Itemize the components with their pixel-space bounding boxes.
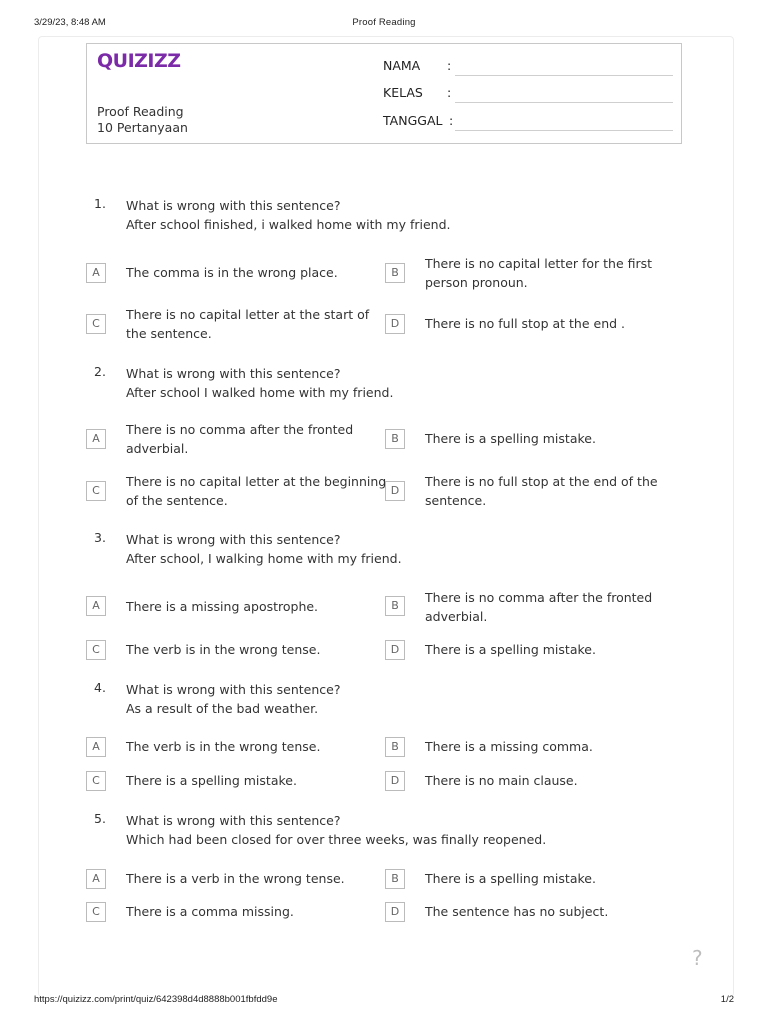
option-letter-box: D (385, 314, 405, 334)
print-footer (0, 990, 768, 1010)
kelas-label: KELAS (383, 85, 423, 100)
question-sentence: After school finished, i walked home with my friend. (126, 217, 451, 232)
option-text: The comma is in the wrong place. (126, 265, 338, 280)
question-text (126, 530, 686, 568)
option-letter-box: A (86, 263, 106, 283)
question-text (126, 196, 686, 234)
option-text: There is a spelling mistake. (425, 642, 596, 657)
question-text (126, 680, 686, 718)
option-text: There is no full stop at the end of the sentence. (425, 474, 658, 508)
question-sentence: As a result of the bad weather. (126, 701, 319, 716)
question-count: 10 Pertanyaan (97, 120, 188, 135)
option-letter-box: D (385, 771, 405, 791)
quiz-title: Proof Reading (97, 104, 184, 119)
question-text (126, 811, 686, 849)
option-text: There is no comma after the fronted adverbial. (126, 422, 354, 456)
option-letter-box: D (385, 902, 405, 922)
question-number: 2. (94, 364, 106, 379)
nama-input-line[interactable] (455, 75, 673, 76)
tanggal-field[interactable] (383, 113, 673, 133)
question-prompt: What is wrong with this sentence? (126, 532, 341, 547)
option-letter-box: C (86, 902, 106, 922)
question-prompt: What is wrong with this sentence? (126, 682, 341, 697)
option-letter-box: C (86, 481, 106, 501)
tanggal-colon: : (449, 113, 454, 128)
option-letter-box: A (86, 737, 106, 757)
print-date: 3/29/23, 8:48 AM (34, 17, 106, 28)
page-sheet (38, 36, 734, 997)
question-prompt: What is wrong with this sentence? (126, 813, 341, 828)
print-title: Proof Reading (352, 17, 416, 28)
question-prompt: What is wrong with this sentence? (126, 198, 341, 213)
option-text: There is a spelling mistake. (425, 431, 596, 446)
question-sentence: Which had been closed for over three weeks, was finally reopened. (126, 832, 547, 847)
option-letter-box: A (86, 869, 106, 889)
kelas-colon: : (447, 85, 452, 100)
print-url: https://quizizz.com/print/quiz/642398d4d8888b001fbfdd9e (34, 994, 278, 1005)
option-letter-box: B (385, 263, 405, 283)
option-text: The verb is in the wrong tense. (126, 642, 321, 657)
option-text: The verb is in the wrong tense. (126, 739, 321, 754)
option-text: There is no capital letter at the start of the sentence. (126, 307, 370, 341)
option-letter-box: D (385, 481, 405, 501)
option-text: There is no capital letter at the beginning of the sentence. (126, 474, 387, 508)
quiz-header-box (86, 43, 682, 144)
question-mark-icon[interactable]: ? (692, 946, 703, 970)
question-sentence: After school I walked home with my friend. (126, 385, 394, 400)
kelas-field[interactable] (383, 85, 673, 105)
option-text: There is a missing comma. (425, 739, 593, 754)
question-number: 4. (94, 680, 106, 695)
option-text: The sentence has no subject. (425, 904, 609, 919)
nama-label: NAMA (383, 58, 421, 73)
tanggal-label: TANGGAL (383, 113, 443, 128)
print-header (0, 0, 768, 40)
question-text (126, 364, 686, 402)
option-text: There is no capital letter for the first person pronoun. (425, 256, 653, 290)
option-letter-box: C (86, 314, 106, 334)
option-letter-box: A (86, 429, 106, 449)
question-prompt: What is wrong with this sentence? (126, 366, 341, 381)
nama-field[interactable] (383, 58, 673, 78)
option-letter-box: D (385, 640, 405, 660)
option-letter-box: B (385, 596, 405, 616)
option-letter-box: B (385, 737, 405, 757)
quizizz-logo: QUIZIZZ (97, 50, 181, 72)
tanggal-input-line[interactable] (455, 130, 673, 131)
question-sentence: After school, I walking home with my friend. (126, 551, 402, 566)
option-text: There is a comma missing. (126, 904, 294, 919)
option-text: There is no comma after the fronted adverbial. (425, 590, 653, 624)
nama-colon: : (447, 58, 452, 73)
option-text: There is a missing apostrophe. (126, 599, 319, 614)
option-text: There is a spelling mistake. (126, 773, 297, 788)
option-letter-box: C (86, 771, 106, 791)
option-letter-box: B (385, 429, 405, 449)
print-page-number: 1/2 (720, 994, 734, 1005)
option-letter-box: C (86, 640, 106, 660)
option-text: There is no full stop at the end . (425, 316, 626, 331)
question-number: 1. (94, 196, 106, 211)
option-letter-box: B (385, 869, 405, 889)
question-number: 5. (94, 811, 106, 826)
option-text: There is no main clause. (425, 773, 578, 788)
question-number: 3. (94, 530, 106, 545)
option-text: There is a spelling mistake. (425, 871, 596, 886)
option-text: There is a verb in the wrong tense. (126, 871, 345, 886)
option-letter-box: A (86, 596, 106, 616)
kelas-input-line[interactable] (455, 102, 673, 103)
